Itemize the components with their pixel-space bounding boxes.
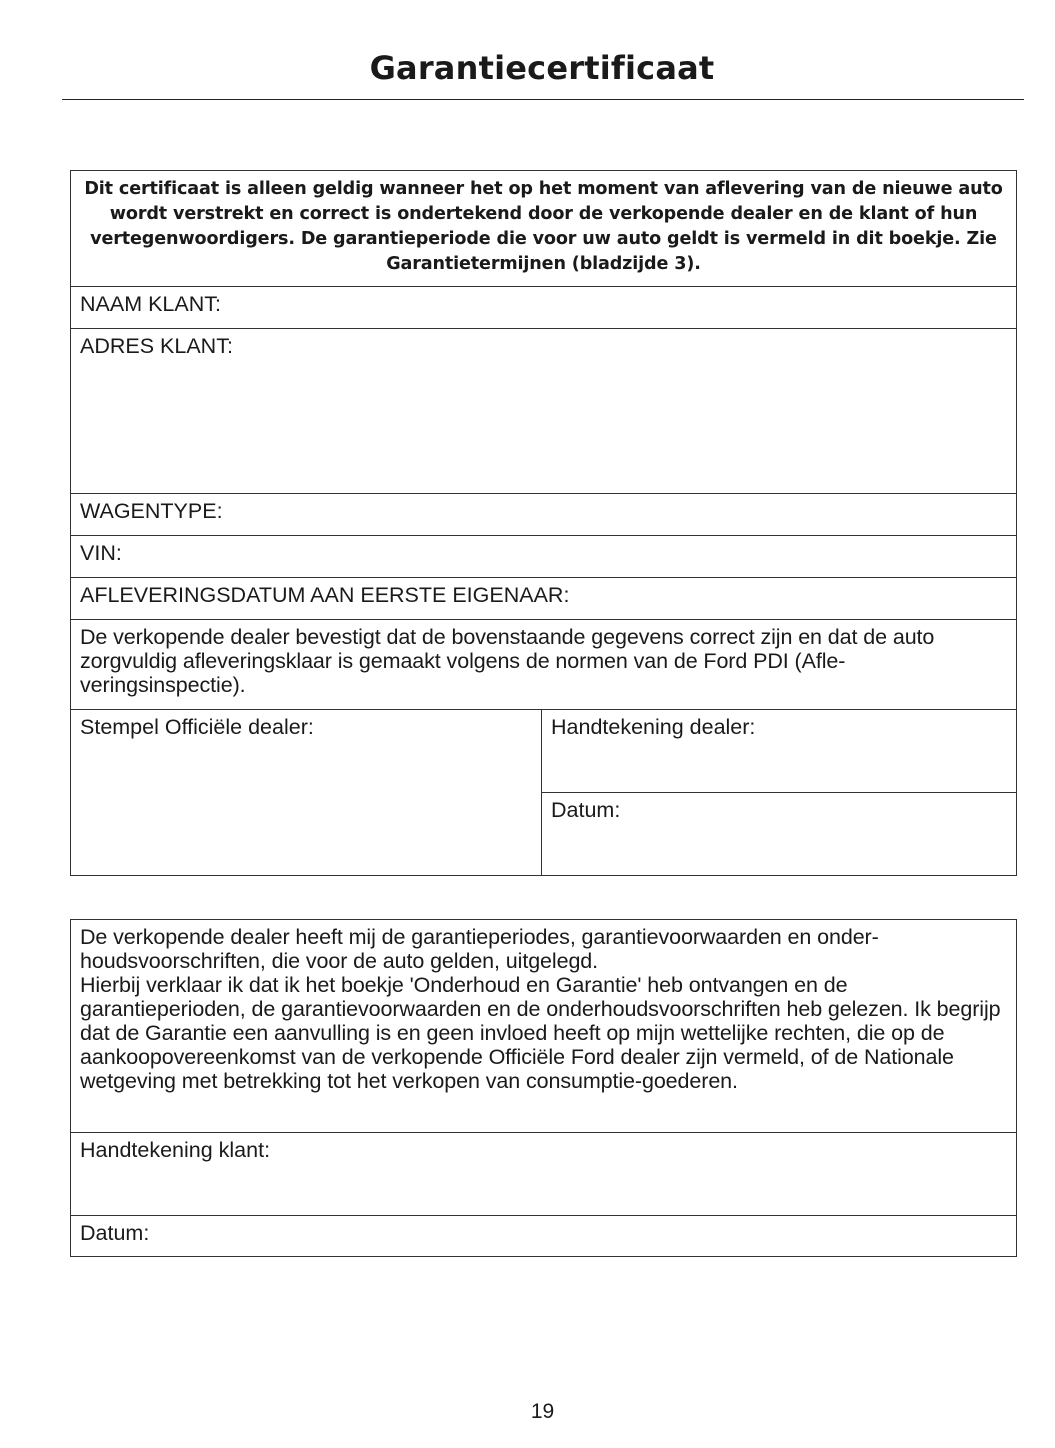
title-divider [62,99,1024,100]
dealer-date-label: Datum: [551,798,621,822]
customer-declaration-form [70,919,1017,1257]
customer-signature-label: Handtekening klant: [80,1138,271,1162]
dealer-date-field[interactable] [542,793,1017,876]
customer-date-label: Datum: [80,1221,150,1245]
certificate-validity-notice: Dit certificaat is alleen geldig wanneer het op het moment van aflevering van de nieuwe auto wordt verstrekt en correct is ondertekend door de verkopende dealer en de klant of hun vertegenwoordigers. De garantieperiode die voor uw auto geldt is vermeld in dit boekje. Zie Garantietermijnen (bladzijde 3). [71,171,1017,287]
customer-signature-field[interactable] [71,1133,1017,1216]
customer-address-label: ADRES KLANT: [80,334,233,358]
declaration-paragraph-1: De verkopende dealer heeft mij de garantieperiodes, garantievoorwaarden en onder-houdsvoorschriften, die voor de auto gelden, uitgelegd. [80,925,879,973]
customer-name-label: NAAM KLANT: [80,292,221,316]
customer-name-field[interactable] [71,287,1017,329]
dealer-stamp-field[interactable] [71,710,542,876]
dealer-confirmation-statement: De verkopende dealer bevestigt dat de bovenstaande gegevens correct zijn en dat de auto zorgvuldig afleveringsklaar is gemaakt volgens de normen van de Ford PDI (Afle-veringsinspectie). [71,620,1017,710]
customer-declaration-text [71,920,1017,1133]
vehicle-type-label: WAGENTYPE: [80,499,223,523]
dealer-stamp-label: Stempel Officiële dealer: [80,715,314,739]
vin-label: VIN: [80,541,122,565]
vin-field[interactable] [71,536,1017,578]
delivery-date-field[interactable] [71,578,1017,620]
page-title: Garantiecertificaat [369,49,715,87]
page-number: 19 [530,1400,555,1423]
customer-date-field[interactable] [71,1216,1017,1257]
dealer-signature-field[interactable] [542,710,1017,793]
delivery-date-label: AFLEVERINGSDATUM AAN EERSTE EIGENAAR: [80,583,570,607]
customer-address-field[interactable] [71,329,1017,494]
warranty-certificate-form [70,170,1017,876]
vehicle-type-field[interactable] [71,494,1017,536]
dealer-signature-label: Handtekening dealer: [551,715,756,739]
declaration-paragraph-2: Hierbij verklaar ik dat ik het boekje 'Onderhoud en Garantie' heb ontvangen en de garantieperioden, de garantievoorwaarden en de onderhoudsvoorschriften heb gelezen. Ik begrijp dat de Garantie een aanvulling is en geen invloed heeft op mijn wettelijke rechten, die op de aankoopovereenkomst van de verkopende Officiële Ford dealer zijn vermeld, of de Nationale wetgeving met betrekking tot het verkopen van consumptie-goederen. [80,973,1001,1093]
